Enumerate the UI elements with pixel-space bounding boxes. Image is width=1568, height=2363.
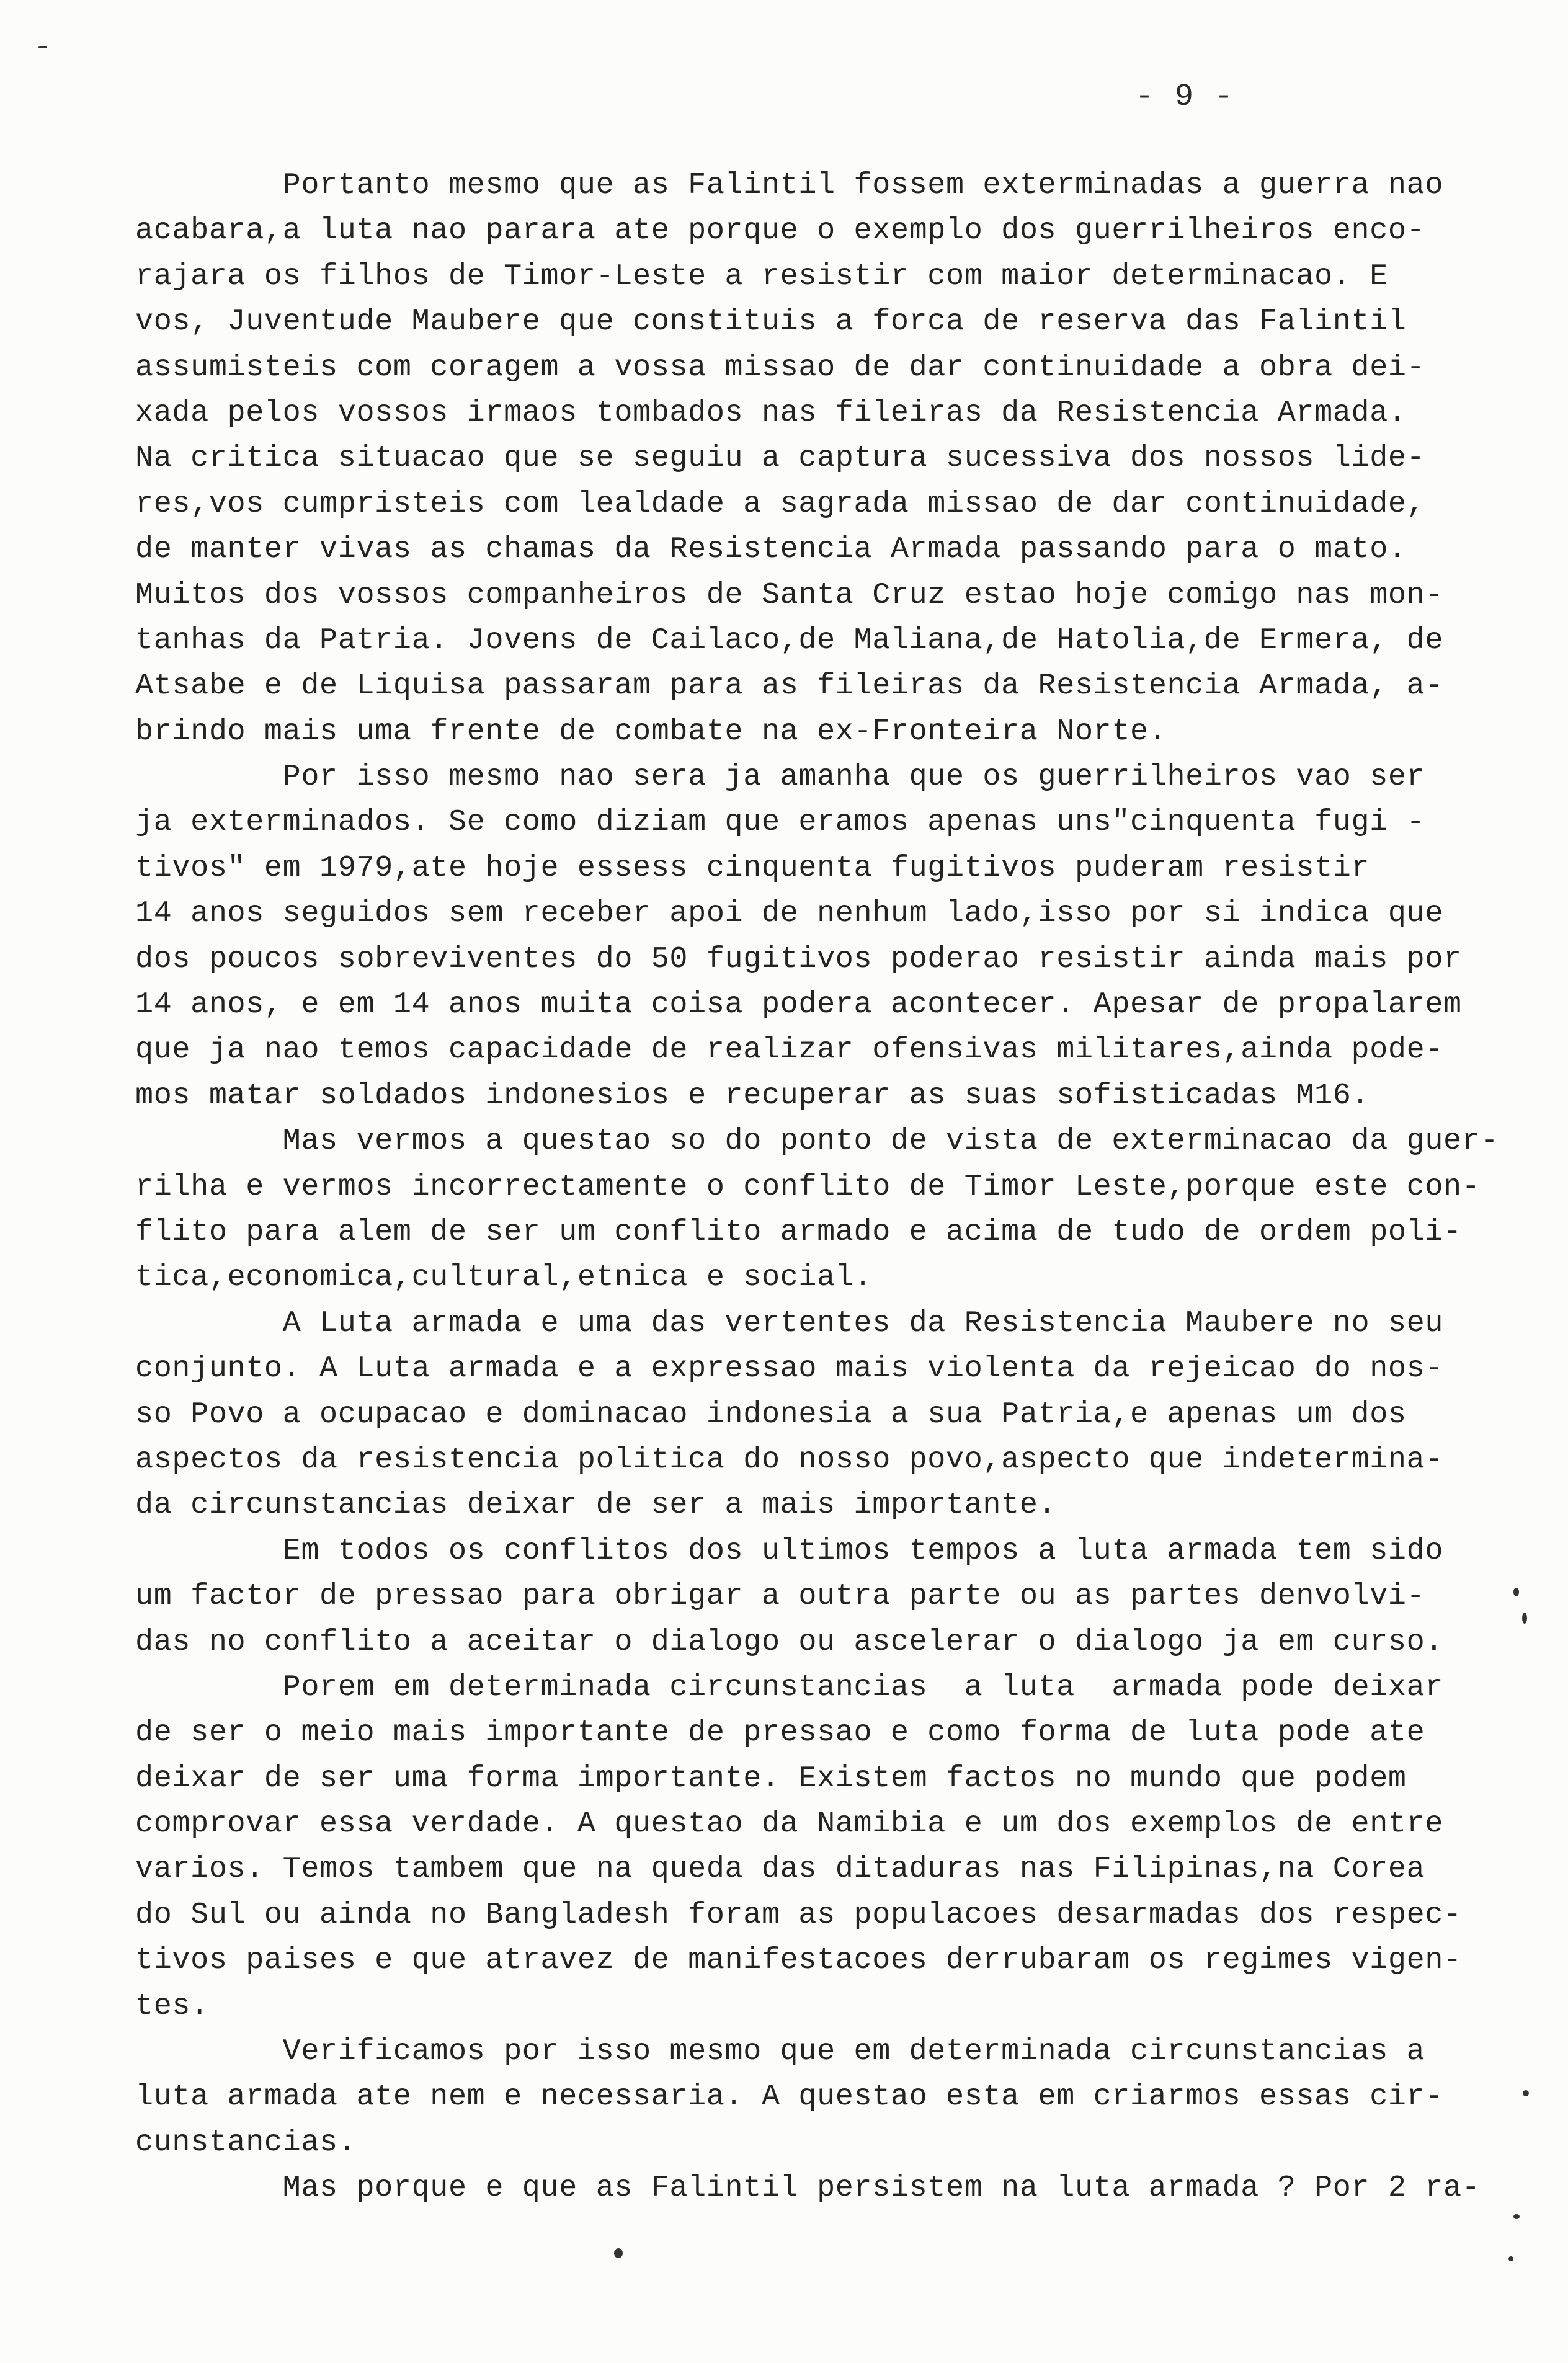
text-line: de ser o meio mais importante de pressao e como forma de luta pode ate <box>135 1716 1425 1750</box>
text-line: rajara os filhos de Timor-Leste a resistir com maior determinacao. E <box>135 259 1388 293</box>
text-line: mos matar soldados indonesios e recuperar as suas sofisticadas M16. <box>135 1078 1370 1113</box>
text-line: tanhas da Patria. Jovens de Cailaco,de Maliana,de Hatolia,de Ermera, de <box>135 623 1444 657</box>
text-line: cunstancias. <box>135 2125 357 2160</box>
text-line: 14 anos seguidos sem receber apoi de nenhum lado,isso por si indica que <box>135 896 1444 931</box>
text-line: A Luta armada e uma das vertentes da Resistencia Maubere no seu <box>135 1306 1444 1340</box>
text-line: de manter vivas as chamas da Resistencia Armada passando para o mato. <box>135 532 1407 567</box>
text-line: Muitos dos vossos companheiros de Santa Cruz estao hoje comigo nas mon- <box>135 577 1444 612</box>
text-line: da circunstancias deixar de ser a mais importante. <box>135 1488 1057 1523</box>
text-line: xada pelos vossos irmaos tombados nas fileiras da Resistencia Armada. <box>135 395 1407 430</box>
page-number: - 9 - <box>1135 79 1235 115</box>
text-line: vos, Juventude Maubere que constituis a forca de reserva das Falintil <box>135 305 1407 339</box>
text-line: Mas vermos a questao so do ponto de vista de exterminacao da guer- <box>135 1124 1499 1159</box>
scan-speck <box>1522 1613 1527 1624</box>
scan-speck <box>38 46 47 48</box>
text-line: Atsabe e de Liquisa passaram para as fileiras da Resistencia Armada, a- <box>135 669 1444 703</box>
text-line: luta armada ate nem e necessaria. A questao esta em criarmos essas cir- <box>135 2080 1444 2114</box>
text-line: aspectos da resistencia politica do nosso povo,aspecto que indetermina- <box>135 1442 1444 1477</box>
text-line: comprovar essa verdade. A questao da Namibia e um dos exemplos de entre <box>135 1807 1444 1841</box>
text-line: das no conflito a aceitar o dialogo ou ascelerar o dialogo ja em curso. <box>135 1624 1444 1659</box>
text-line: tica,economica,cultural,etnica e social. <box>135 1260 873 1295</box>
text-line: Em todos os conflitos dos ultimos tempos a luta armada tem sido <box>135 1533 1444 1568</box>
scan-speck <box>1513 2214 1520 2219</box>
body-text <box>135 162 1518 2211</box>
text-line: 14 anos, e em 14 anos muita coisa podera acontecer. Apesar de propalarem <box>135 987 1462 1022</box>
text-line: Portanto mesmo que as Falintil fossem exterminadas a guerra nao <box>135 168 1444 202</box>
text-line: um factor de pressao para obrigar a outra parte ou as partes denvolvi- <box>135 1579 1425 1614</box>
scan-speck <box>614 2248 623 2258</box>
scan-speck <box>1513 1588 1519 1596</box>
text-line: tes. <box>135 1988 209 2023</box>
text-line: rilha e vermos incorrectamente o conflito de Timor Leste,porque este con- <box>135 1169 1481 1204</box>
text-line: deixar de ser uma forma importante. Existem factos no mundo que podem <box>135 1761 1407 1796</box>
text-line: Por isso mesmo nao sera ja amanha que os guerrilheiros vao ser <box>135 760 1425 794</box>
text-line: Na critica situacao que se seguiu a captura sucessiva dos nossos lide- <box>135 441 1425 476</box>
text-line: Porem em determinada circunstancias a luta armada pode deixar <box>135 1670 1444 1704</box>
text-line: conjunto. A Luta armada e a expressao mais violenta da rejeicao do nos- <box>135 1351 1444 1386</box>
text-line: que ja nao temos capacidade de realizar ofensivas militares,ainda pode- <box>135 1033 1444 1067</box>
text-line: so Povo a ocupacao e dominacao indonesia a sua Patria,e apenas um dos <box>135 1397 1407 1431</box>
scan-speck <box>1523 2090 1529 2096</box>
text-line: brindo mais uma frente de combate na ex-Fronteira Norte. <box>135 714 1167 749</box>
text-line: varios. Temos tambem que na queda das ditaduras nas Filipinas,na Corea <box>135 1852 1425 1887</box>
text-line: Verificamos por isso mesmo que em determinada circunstancias a <box>135 2034 1425 2069</box>
text-line: dos poucos sobreviventes do 50 fugitivos poderao resistir ainda mais por <box>135 941 1462 976</box>
text-line: ja exterminados. Se como diziam que eramos apenas uns"cinquenta fugi - <box>135 805 1425 840</box>
text-line: assumisteis com coragem a vossa missao de dar continuidade a obra dei- <box>135 350 1425 385</box>
text-line: Mas porque e que as Falintil persistem na luta armada ? Por 2 ra- <box>135 2171 1481 2205</box>
text-line: tivos paises e que atravez de manifestacoes derrubaram os regimes vigen- <box>135 1943 1462 1978</box>
text-line: tivos" em 1979,ate hoje essess cinquenta fugitivos puderam resistir <box>135 850 1370 885</box>
text-line: acabara,a luta nao parara ate porque o exemplo dos guerrilheiros enco- <box>135 213 1425 248</box>
text-line: flito para alem de ser um conflito armado e acima de tudo de ordem poli- <box>135 1214 1462 1249</box>
text-line: res,vos cumpristeis com lealdade a sagrada missao de dar continuidade, <box>135 486 1425 521</box>
scan-speck <box>1508 2256 1513 2261</box>
text-line: do Sul ou ainda no Bangladesh foram as populacoes desarmadas dos respec- <box>135 1897 1462 1932</box>
